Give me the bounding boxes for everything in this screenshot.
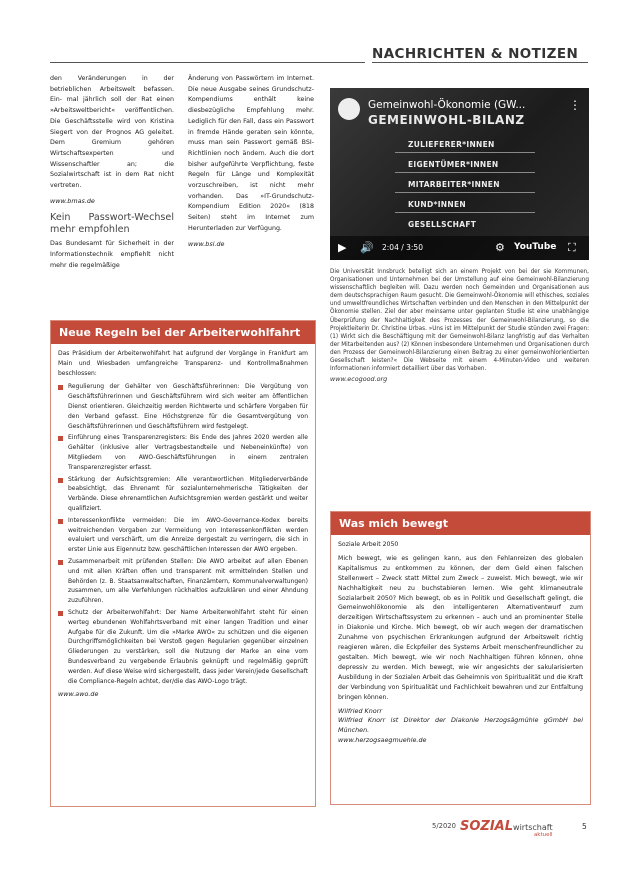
was-mich-bewegt-box xyxy=(330,511,591,805)
youtube-logo[interactable]: YouTube xyxy=(514,242,557,252)
video-line-1: ZULIEFERER*INNEN xyxy=(408,140,495,149)
video-title[interactable]: Gemeinwohl-Ökonomie (GW... xyxy=(368,99,526,111)
awo-box-body xyxy=(51,344,315,705)
awo-measures-list xyxy=(58,382,308,686)
author-role: Wilfried Knorr ist Direktor der Diakonie Herzogsägmühle gGmbH bei München. xyxy=(338,716,583,735)
section-title: NACHRICHTEN & NOTIZEN xyxy=(372,46,579,62)
herzogsaegmuehle-link[interactable]: www.herzogsaegmuehle.de xyxy=(338,736,427,745)
awo-box xyxy=(50,320,316,807)
left-paragraph-1: den Veränderungen in der betrieblichen Arbeitswelt befassen. Ein- mal jährlich soll der Rat einen »Arbeitsweltbericht« veröffentlichen. Die Geschäftsstelle wird von Kristina Siegert von der Prognos AG geleitet. Dem Gremium gehören Wirtschaftsexperten und Wissenschaftler an; die Sozialwirtschaft ist in dem Rat nicht vertreten. xyxy=(50,75,174,190)
list-item: Schutz der Arbeiterwohlfahrt: Der Name Arbeiterwohlfahrt steht für einen werteg ebundenen Wohlfahrtsverband mit einer langen Tradition und einer Aufgabe für die Zukunft. Um die »Marke AWO« zu schützen und die eigenen Durchgriffsmöglichkeiten bei Verstoß gegen Regularien gegenüber einzelnen Gliederungen zu verstärken, soll die Nutzung der Marke an eine vom Bundesverband zu vergebende Erlaubnis geknüpft und regelmäßig geprüft werden. Auf diese Weise wird sichergestellt, dass jeder Verein/jede Gesellschaft die Compliance-Regeln achtet, der/die das AWO-Logo trägt. xyxy=(58,608,308,686)
middle-column xyxy=(188,74,314,249)
video-divider xyxy=(395,152,535,153)
video-line-3: MITARBEITER*INNEN xyxy=(408,180,500,189)
video-controls xyxy=(330,236,589,260)
password-heading: Kein Passwort-Wechsel mehr empfohlen xyxy=(50,212,174,236)
awo-link[interactable]: www.awo.de xyxy=(58,690,99,699)
list-item: Interessenkonflikte vermeiden: Die im AWO-Governance-Kodex bereits weitreichenden Vorgaben zur Vermeidung von Interessenkonflikten werden evaluiert und verschärft, um die Anreize dergestalt zu verringern, die sich in erster Linie aus Eigennutz bzw. geschäftlichen Interessen der AWO ergeben. xyxy=(58,516,308,555)
left-paragraph-2: Das Bundesamt für Sicherheit in der Informationstechnik empfiehlt nicht mehr die regelmäßige xyxy=(50,240,174,269)
video-line-4: KUND*INNEN xyxy=(408,200,466,209)
box2-subtitle: Soziale Arbeit 2050 xyxy=(338,541,399,548)
video-divider xyxy=(395,172,535,173)
more-options-icon[interactable]: ⋮ xyxy=(569,98,581,112)
play-icon[interactable]: ▶ xyxy=(338,241,347,254)
logo-sub: wirtschaft xyxy=(513,823,553,832)
left-column xyxy=(50,74,174,276)
video-divider xyxy=(395,192,535,193)
video-line-5: GESELLSCHAFT xyxy=(408,220,477,229)
header-rule xyxy=(50,62,365,63)
awo-intro: Das Präsidium der Arbeiterwohlfahrt hat aufgrund der Vorgänge in Frankfurt am Main und Wiesbaden umfangreiche Transparenz- und Kontrollmaßnahmen beschlossen: xyxy=(58,350,308,377)
logo-main: SOZIAL xyxy=(460,819,514,834)
video-player[interactable] xyxy=(330,88,589,260)
ecogood-link[interactable]: www.ecogood.org xyxy=(330,375,388,384)
issue-number: 5/2020 xyxy=(432,822,456,830)
video-caption xyxy=(330,268,589,383)
author-name: Wilfried Knorr xyxy=(338,706,382,715)
volume-icon[interactable]: 🔊 xyxy=(360,241,374,254)
list-item: Stärkung der Aufsichtsgremien: Alle verantwortlichen Mitgliederverbände beabsichtigt, das Ehrenamt für sozialunternehmerische Tätigkeiten der Verbände. Diese ehrenamtlichen Aufsichtsgremien werden gestärkt und weiter qualifiziert. xyxy=(58,475,308,514)
bsi-link[interactable]: www.bsi.de xyxy=(188,239,225,248)
list-item: Einführung eines Transparenzregisters: Bis Ende des Jahres 2020 werden alle Gehälter (inklusive aller Vertragsbestandteile und Nebeneinkünfte) von Mitgliedern von AWO-Geschäftsführungen in einem zentralen Transparenzregister erfasst. xyxy=(58,433,308,472)
video-time: 2:04 / 3:50 xyxy=(382,243,423,252)
video-line-2: EIGENTÜMER*INNEN xyxy=(408,160,499,169)
middle-paragraph: Änderung von Passwörtern im Internet. Die neue Ausgabe seines Grundschutz-Kompendiums enthält keine diesbezügliche Empfehlung mehr. Lediglich für den Fall, dass ein Passwort in fremde Hände geraten sein könnte, muss man sein Passwort gemäß BSI-Richtlinien noch ändern. Auch die dort bisher aufgeführte Verpflichtung, feste Regeln für Länge und Komplexität vorzuschreiben, ist nicht mehr vorhanden. Das »IT-Grundschutz-Kompendium Edition 2020« (818 Seiten) steht im Internet zum Herunterladen zur Verfügung. xyxy=(188,75,314,232)
magazine-logo xyxy=(460,815,553,838)
settings-gear-icon[interactable]: ⚙ xyxy=(495,241,505,254)
video-divider xyxy=(395,212,535,213)
was-mich-bewegt-title: Was mich bewegt xyxy=(331,512,590,535)
page-number: 5 xyxy=(582,822,587,831)
list-item: Regulierung der Gehälter von Geschäftsführerinnen: Die Vergütung von Geschäftsführerinnen und Geschäftsführern wird sich weiter am öffentlichen Dienst orientieren. Gleichzeitig werden Richtwerte und schärfere Vorgaben für den Verband gefasst. Eine Höchstgrenze für die Gesamtvergütung von Geschäftsführerinnen und Geschäftsführern wird festgelegt. xyxy=(58,382,308,431)
awo-box-title: Neue Regeln bei der Arbeiterwohlfahrt xyxy=(51,321,315,344)
video-heading: GEMEINWOHL-BILANZ xyxy=(368,113,525,127)
bmas-link[interactable]: www.bmas.de xyxy=(50,196,95,205)
fullscreen-icon[interactable]: ⛶ xyxy=(568,241,576,254)
section-title-underline xyxy=(372,62,588,63)
caption-text: Die Universität Innsbruck beteiligt sich an einem Projekt von bei der sie Kommunen, Organisationen und Unternehmen bei der Umstellung auf eine Gemeinwohl-Bilanzierung wissenschaftlich begleiten will. Dazu werden noch Gemeinden und Organisationen aus dem deutschsprachigen Raum gesucht. Die Gemeinwohl-Ökonomie will ethisches, soziales und umweltfreundliches Wirtschaften verbinden und den Menschen in den Mittelpunkt der Ökonomie stellen. Ziel der aber meinsame unter geplanten Studie ist eine unabhängige Überprüfung der Nachhaltigkeit des Prozesses der Gemeinwohl-Bilanzierung, so die Projektleiterin Dr. Christine Urbas. »Uns ist im Mittelpunkt der Studie stünden zwei Fragen: (1) Wirkt sich die Beschäftigung mit der Gemeinwohl-Bilanz langfristig auf das Verhalten der Mitarbeitenden aus? (2) Können insbesondere Unternehmen und Organisationen durch den Prozess der Gemeinwohl-Bilanzierung einen Beitrag zu einer gemeinwohlorientierten Gesellschaft leisten?« Die Webseite mit einem 4-Minuten-Video und weiteren Informationen informiert detailliert über das Vorhaben. xyxy=(330,269,589,373)
box2-text: Mich bewegt, wie es gelingen kann, aus den Fehlanreizen des globalen Kapitalismus zu entkommen zu können, der dem Geld einen falschen Stellenwert – Zweck statt Mittel zum Zweck – zuweist. Mich bewegt, wie wir Nachhaltigkeit neu zu buchstabieren lernen. Wie geht klimaneutrale Sozialarbeit 2050? Mich bewegt, ob es in Politik und Gesellschaft gelingt, die Gemeinwohlökonomie als den intelligenteren Alternativentwurf zum derzeitigen Wirtschaftssystem zu erkennen – auch und an prominenter Stelle in Diakonie und Kirche. Mich bewegt, ob wir auch wegen der dramatischen Zunahme von psychischen Erkrankungen aufgrund der Arbeitswelt richtig reagieren wären, die Eckpfeiler des Systems Arbeit menschenfreundlicher zu gestalten. Mich bewegt, wie wir noch Nachhaltigen führen können, ohne depressiv zu werden. Mich bewegt, wie wir angesichts der sakularisierten Ausbildung in der Sozialen Arbeit das Geheimnis von Spiritualität und die Kraft der Verbindung von Spiritualität und Fachlichkeit bewahren und zur Entfaltung bringen können. xyxy=(338,554,583,701)
list-item: Zusammenarbeit mit prüfenden Stellen: Die AWO arbeitet auf allen Ebenen und mit allen Kräften offen und transparent mit ermittelnden Stellen und Behörden (z. B. Staatsanwaltschaften, Finanzämtern, Kommunalverwaltungen) zusammen, um alle Verfehlungen rückhaltlos aufzuklären und einer Ahndung zuzuführen. xyxy=(58,557,308,606)
was-mich-bewegt-body xyxy=(331,535,590,751)
logo-tag: aktuell xyxy=(533,832,553,838)
channel-avatar[interactable] xyxy=(338,98,360,120)
